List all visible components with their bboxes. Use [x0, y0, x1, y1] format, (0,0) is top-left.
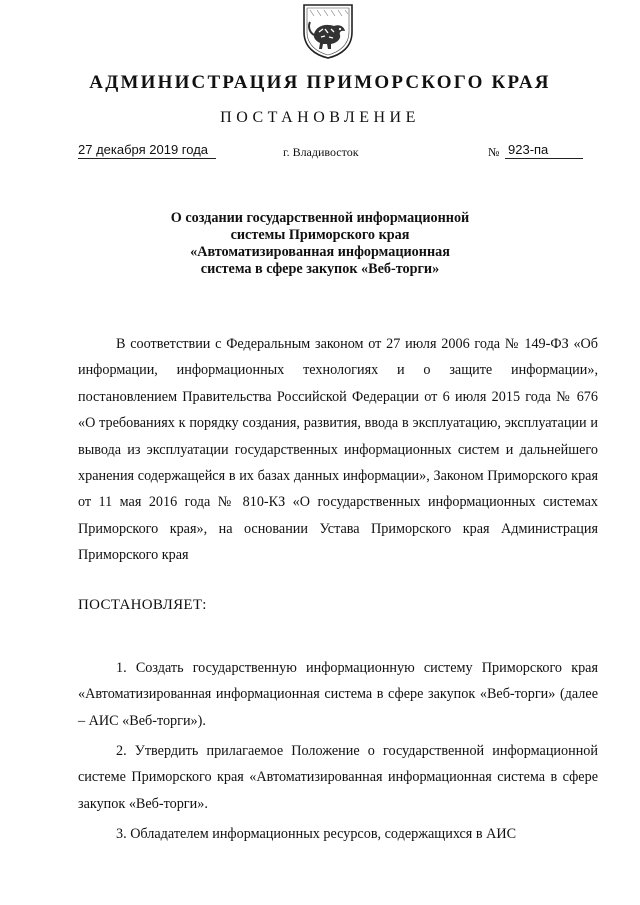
document-subject	[150, 210, 490, 278]
coat-of-arms-icon	[301, 2, 355, 60]
document-number: 923-па	[505, 142, 583, 159]
decree-item-1: 1. Создать государственную информационную систему Приморского края «Автоматизированная информационная система в сфере закупок «Веб-торги» (далее – АИС «Веб-торги»).	[78, 660, 598, 729]
subject-line: О создании государственной информационной	[170, 210, 470, 226]
document-type: ПОСТАНОВЛЕНИЕ	[220, 109, 420, 126]
subject-line: система в сфере закупок «Веб-торги»	[200, 261, 440, 277]
document-city: г. Владивосток	[283, 145, 359, 159]
organization-title: АДМИНИСТРАЦИЯ ПРИМОРСКОГО КРАЯ	[89, 72, 551, 93]
subject-line: системы Приморского края	[230, 227, 410, 243]
number-label: №	[488, 145, 500, 159]
decree-item-3: 3. Обладателем информационных ресурсов, содержащихся в АИС	[116, 826, 517, 842]
document-date: 27 декабря 2019 года	[78, 142, 216, 159]
decree-item-2: 2. Утвердить прилагаемое Положение о государственной информационной системе Приморского края «Автоматизированная информационная система в сфере закупок «Веб-торги».	[78, 743, 598, 812]
decree-heading: ПОСТАНОВЛЯЕТ:	[78, 597, 207, 613]
subject-line: «Автоматизированная информационная	[190, 244, 450, 260]
document-meta	[0, 142, 640, 164]
preamble-paragraph: В соответствии с Федеральным законом от 27 июля 2006 года № 149-ФЗ «Об информации, информационных технологиях и о защите информации», постановлением Правительства Российской Федерации от 6 июля 2015 года № 676 «О требованиях к порядку создания, развития, ввода в эксплуатацию, эксплуатации и вывода из эксплуатации государственных информационных систем и дальнейшего хранения содержащейся в их базах данных информации», Законом Приморского края от 11 мая 2016 года № 810-КЗ «О государственных информационных системах Приморского края», на основании Устава Приморского края Администрация Приморского края	[78, 336, 598, 564]
